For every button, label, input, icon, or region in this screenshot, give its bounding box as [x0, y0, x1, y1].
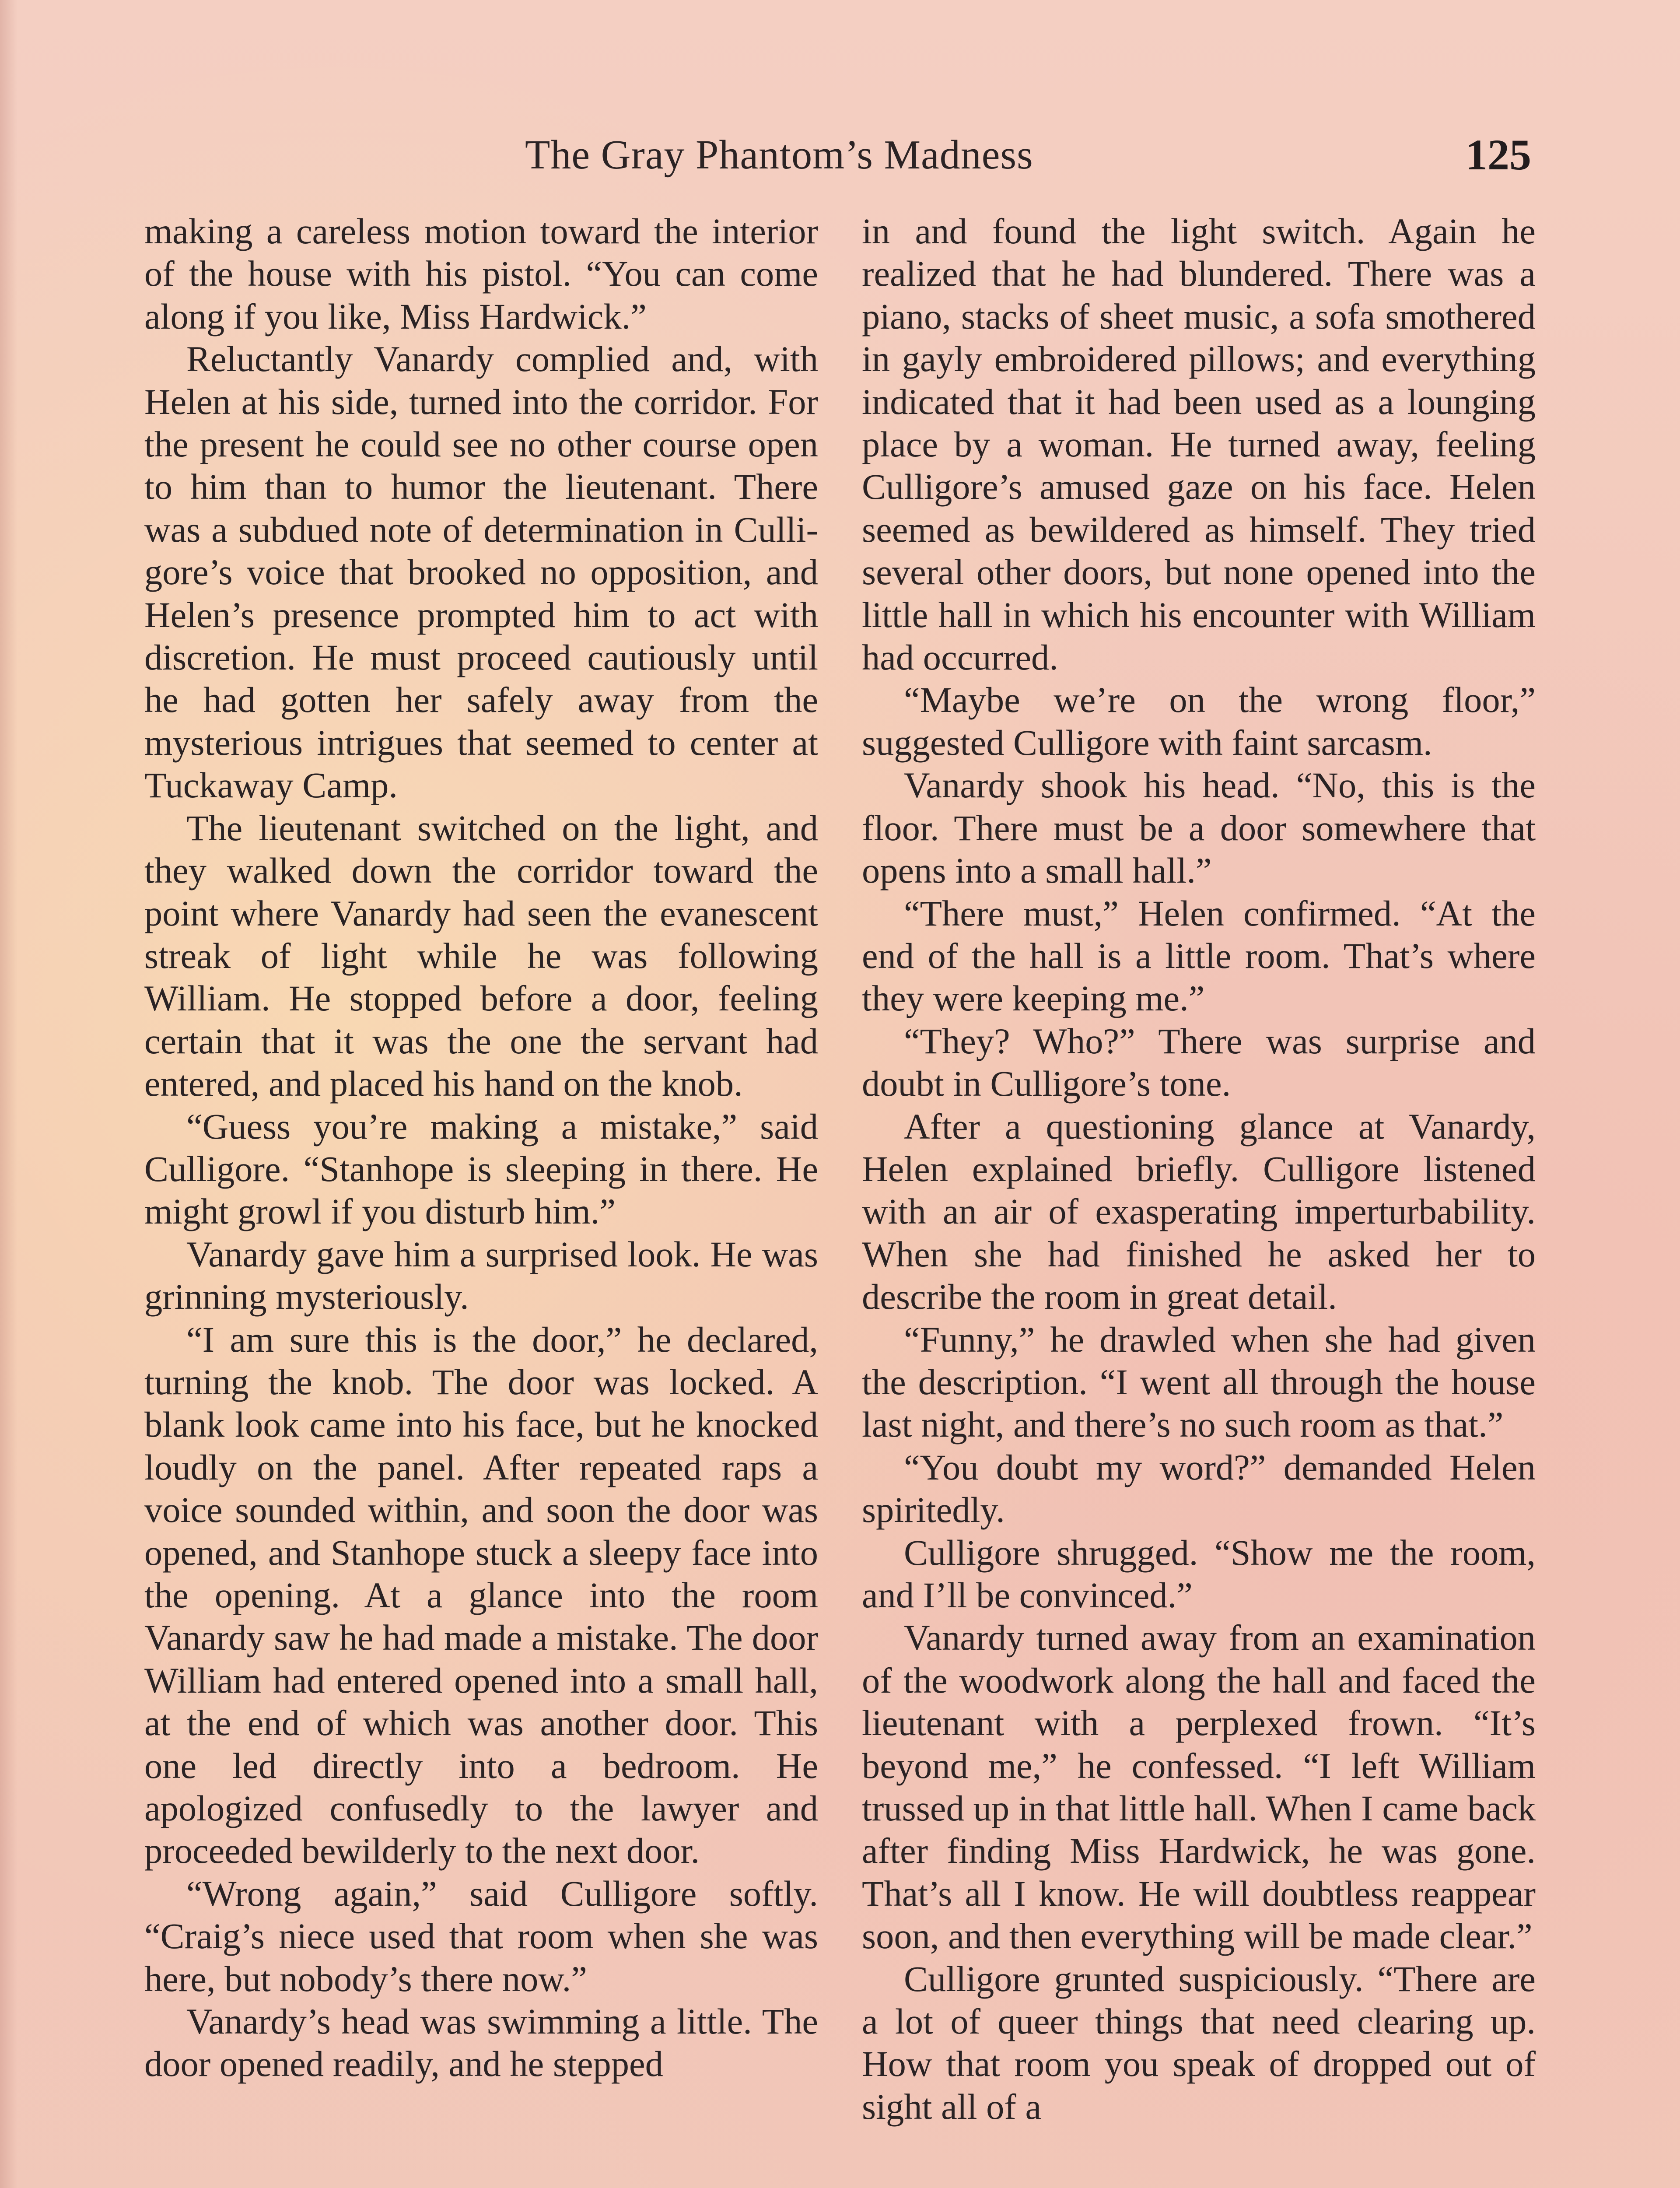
paragraph: Vanardy shook his head. “No, this is the floor. There must be a door somewhere that opens into a small hall.” — [862, 765, 1536, 891]
paragraph: in and found the light switch. Again he realized that he had blundered. There was a piano, stacks of sheet music, a sofa smothered in gayly embroidered pillows; and everything indicated that it had been used as a lounging place by a woman. He turned away, feeling Culligore’s amused gaze on his face. Helen seemed as bewildered as himself. They tried several other doors, but none opened into the little hall in which his encounter with William had occurred. — [862, 211, 1536, 678]
paragraph: After a questioning glance at Vanardy, Helen explained briefly. Culligore listened with an air of exasperating imperturbability. When she had finished he asked her to describe the room in great detail. — [862, 1106, 1536, 1317]
paragraph: “Wrong again,” said Culligore softly. “Craig’s niece used that room when she was here, but nobody’s there now.” — [144, 1873, 818, 1999]
paragraph: Vanardy turned away from an examination of the woodwork along the hall and faced the lieutenant with a perplexed frown. “It’s beyond me,” he confessed. “I left William trussed up in that little hall. When I came back after finding Miss Hardwick, he was gone. That’s all I know. He will doubtless reappear soon, and then everything will be made clear.” — [862, 1617, 1536, 1957]
page-edge-shadow — [0, 0, 18, 2188]
paragraph: “I am sure this is the door,” he declared, turning the knob. The door was locked. A blank look came into his face, but he knocked loudly on the panel. After repeated raps a voice sounded within, and soon the door was opened, and Stanhope stuck a sleepy face into the opening. At a glance into the room Vanardy saw he had made a mistake. The door William had entered opened into a small hall, at the end of which was another door. This one led directly into a bedroom. He apologized confusedly to the lawyer and proceeded bewilderly to the next door. — [144, 1319, 818, 1871]
paragraph: “Guess you’re making a mistake,” said Culligore. “Stanhope is sleeping in there. He might growl if you disturb him.” — [144, 1106, 818, 1232]
page-number: 125 — [1466, 130, 1531, 179]
left-column — [144, 210, 818, 2086]
right-column — [862, 210, 1536, 2128]
paragraph: “There must,” Helen confirmed. “At the end of the hall is a little room. That’s where they were keeping me.” — [862, 893, 1536, 1019]
paragraph: making a careless motion toward the interior of the house with his pistol. “You can come along if you like, Miss Hardwick.” — [144, 211, 818, 337]
paragraph: Vanardy gave him a surprised look. He was grinning mysteriously. — [144, 1234, 818, 1317]
running-title: The Gray Phantom’s Madness — [525, 132, 1033, 178]
paragraph: The lieutenant switched on the light, and they walked down the corridor toward the point where Vanardy had seen the evanescent streak of light while he was following William. He stopped before a door, feeling certain that it was the one the servant had entered, and placed his hand on the knob. — [144, 807, 818, 1104]
paragraph: Vanardy’s head was swimming a little. The door opened readily, and he stepped — [144, 2001, 818, 2084]
paragraph: Reluctantly Vanardy complied and, with Helen at his side, turned into the corridor. For the present he could see no other course open to him than to humor the lieutenant. There was a subdued note of determination in Culligore’s voice that brooked no opposition, and Helen’s presence prompted him to act with discretion. He must proceed cautiously until he had gotten her safely away from the mysterious intrigues that seemed to center at Tuckaway Camp. — [144, 339, 818, 806]
paragraph: “You doubt my word?” demanded Helen spiritedly. — [862, 1447, 1536, 1530]
paragraph: “They? Who?” There was surprise and doubt in Culligore’s tone. — [862, 1020, 1536, 1104]
paragraph: Culligore shrugged. “Show me the room, and I’ll be convinced.” — [862, 1532, 1536, 1615]
running-header — [438, 131, 1619, 193]
paragraph: “Maybe we’re on the wrong floor,” suggested Culligore with faint sarcasm. — [862, 680, 1536, 763]
paragraph: Culligore grunted suspiciously. “There are a lot of queer things that need clearing up. How that room you speak of dropped out of sight all of a — [862, 1958, 1536, 2127]
paragraph: “Funny,” he drawled when she had given the description. “I went all through the house last night, and there’s no such room as that.” — [862, 1319, 1536, 1445]
